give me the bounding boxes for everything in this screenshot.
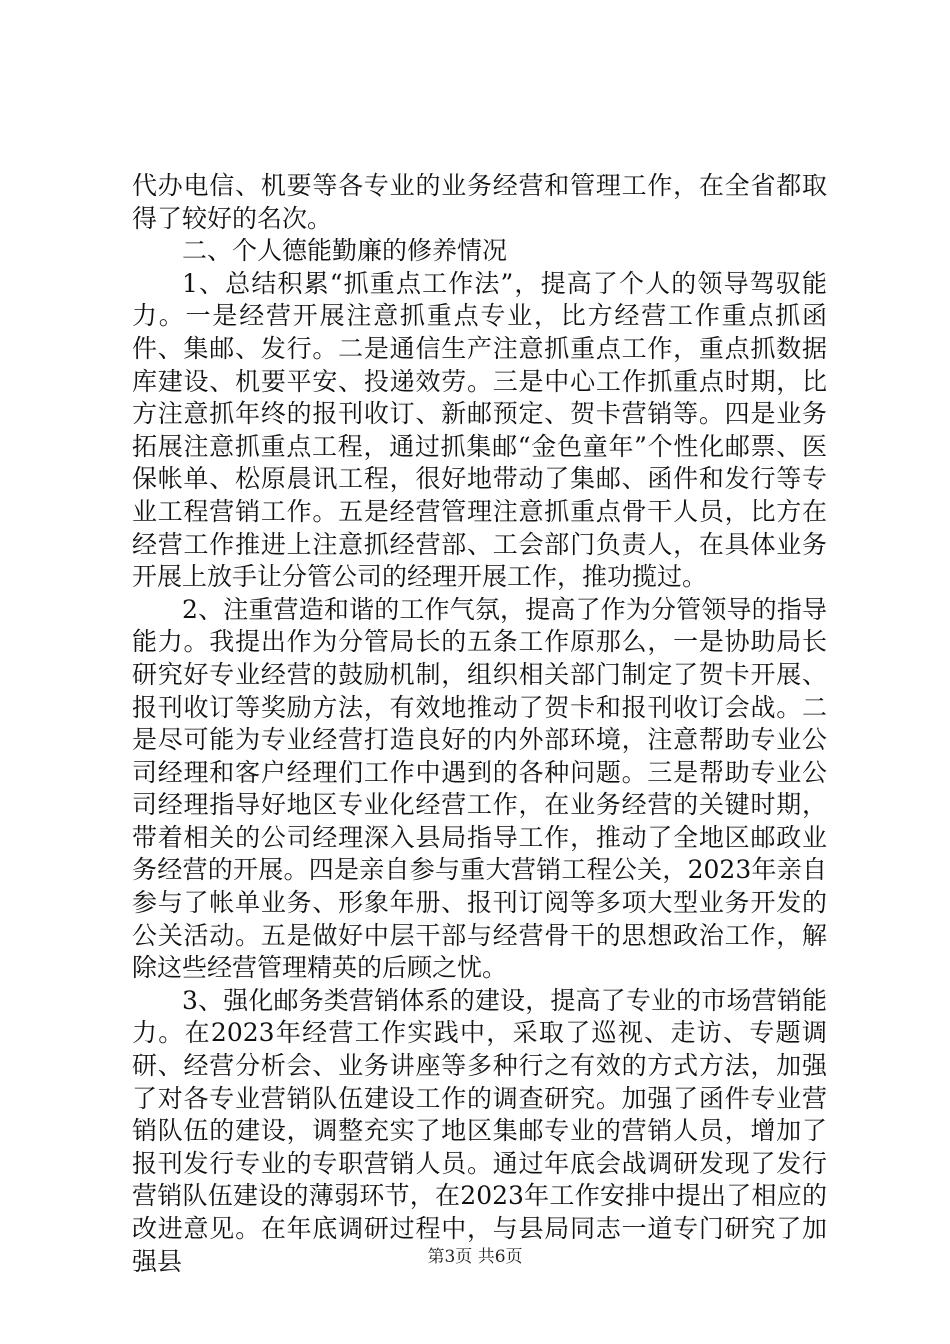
body-text — [132, 170, 827, 1278]
section-heading: 二、个人德能勤廉的修养情况 — [182, 236, 508, 266]
paragraph-continuation: 代办电信、机要等各专业的业务经营和管理工作，在全省都取得了较好的名次。 — [132, 171, 827, 233]
paragraph-1: 1、总结积累“抓重点工作法”，提高了个人的领导驾驭能力。一是经营开展注意抓重点专业，比方经营工作重点抓函件、集邮、发行。二是通信生产注意抓重点工作，重点抓数据库建设、机要平安、投递效劳。三是中心工作抓重点时期，比方注意抓年终的报刊收订、新邮预定、贺卡营销等。四是业务拓展注意抓重点工程，通过抓集邮“金色童年”个性化邮票、医保帐单、松原晨讯工程，很好地带动了集邮、函件和发行等专业工程营销工作。五是经营管理注意抓重点骨干人员，比方在经营工作推进上注意抓经营部、工会部门负责人，在具体业务开展上放手让分管公司的经理开展工作，推功揽过。 — [132, 268, 827, 592]
page-number: 第3页 共6页 — [427, 1247, 523, 1267]
paragraph-2: 2、注重营造和谐的工作气氛，提高了作为分管领导的指导能力。我提出作为分管局长的五条工作原那么，一是协助局长研究好专业经营的鼓励机制，组织相关部门制定了贺卡开展、报刊收订等奖励方法，有效地推动了贺卡和报刊收订会战。二是尽可能为专业经营打造良好的内外部环境，注意帮助专业公司经理和客户经理们工作中遇到的各种问题。三是帮助专业公司经理指导好地区专业化经营工作，在业务经营的关键时期，带着相关的公司经理深入县局指导工作，推动了全地区邮政业务经营的开展。四是亲自参与重大营销工程公关，2023年亲自参与了帐单业务、形象年册、报刊订阅等多项大型业务开发的公关活动。五是做好中层干部与经营骨干的思想政治工作，解除这些经营管理精英的后顾之忧。 — [132, 594, 827, 983]
paragraph-3: 3、强化邮务类营销体系的建设，提高了专业的市场营销能力。在2023年经营工作实践中，采取了巡视、走访、专题调研、经营分析会、业务讲座等多种行之有效的方式方法，加强了对各专业营销队伍建设工作的调查研究。加强了函件专业营销队伍的建设，调整充实了地区集邮专业的营销人员，增加了报刊发行专业的专职营销人员。通过年底会战调研发现了发行营销队伍建设的薄弱环节，在2023年工作安排中提出了相应的改进意见。在年底调研过程中，与县局同志一道专门研究了加强县 — [132, 985, 827, 1276]
